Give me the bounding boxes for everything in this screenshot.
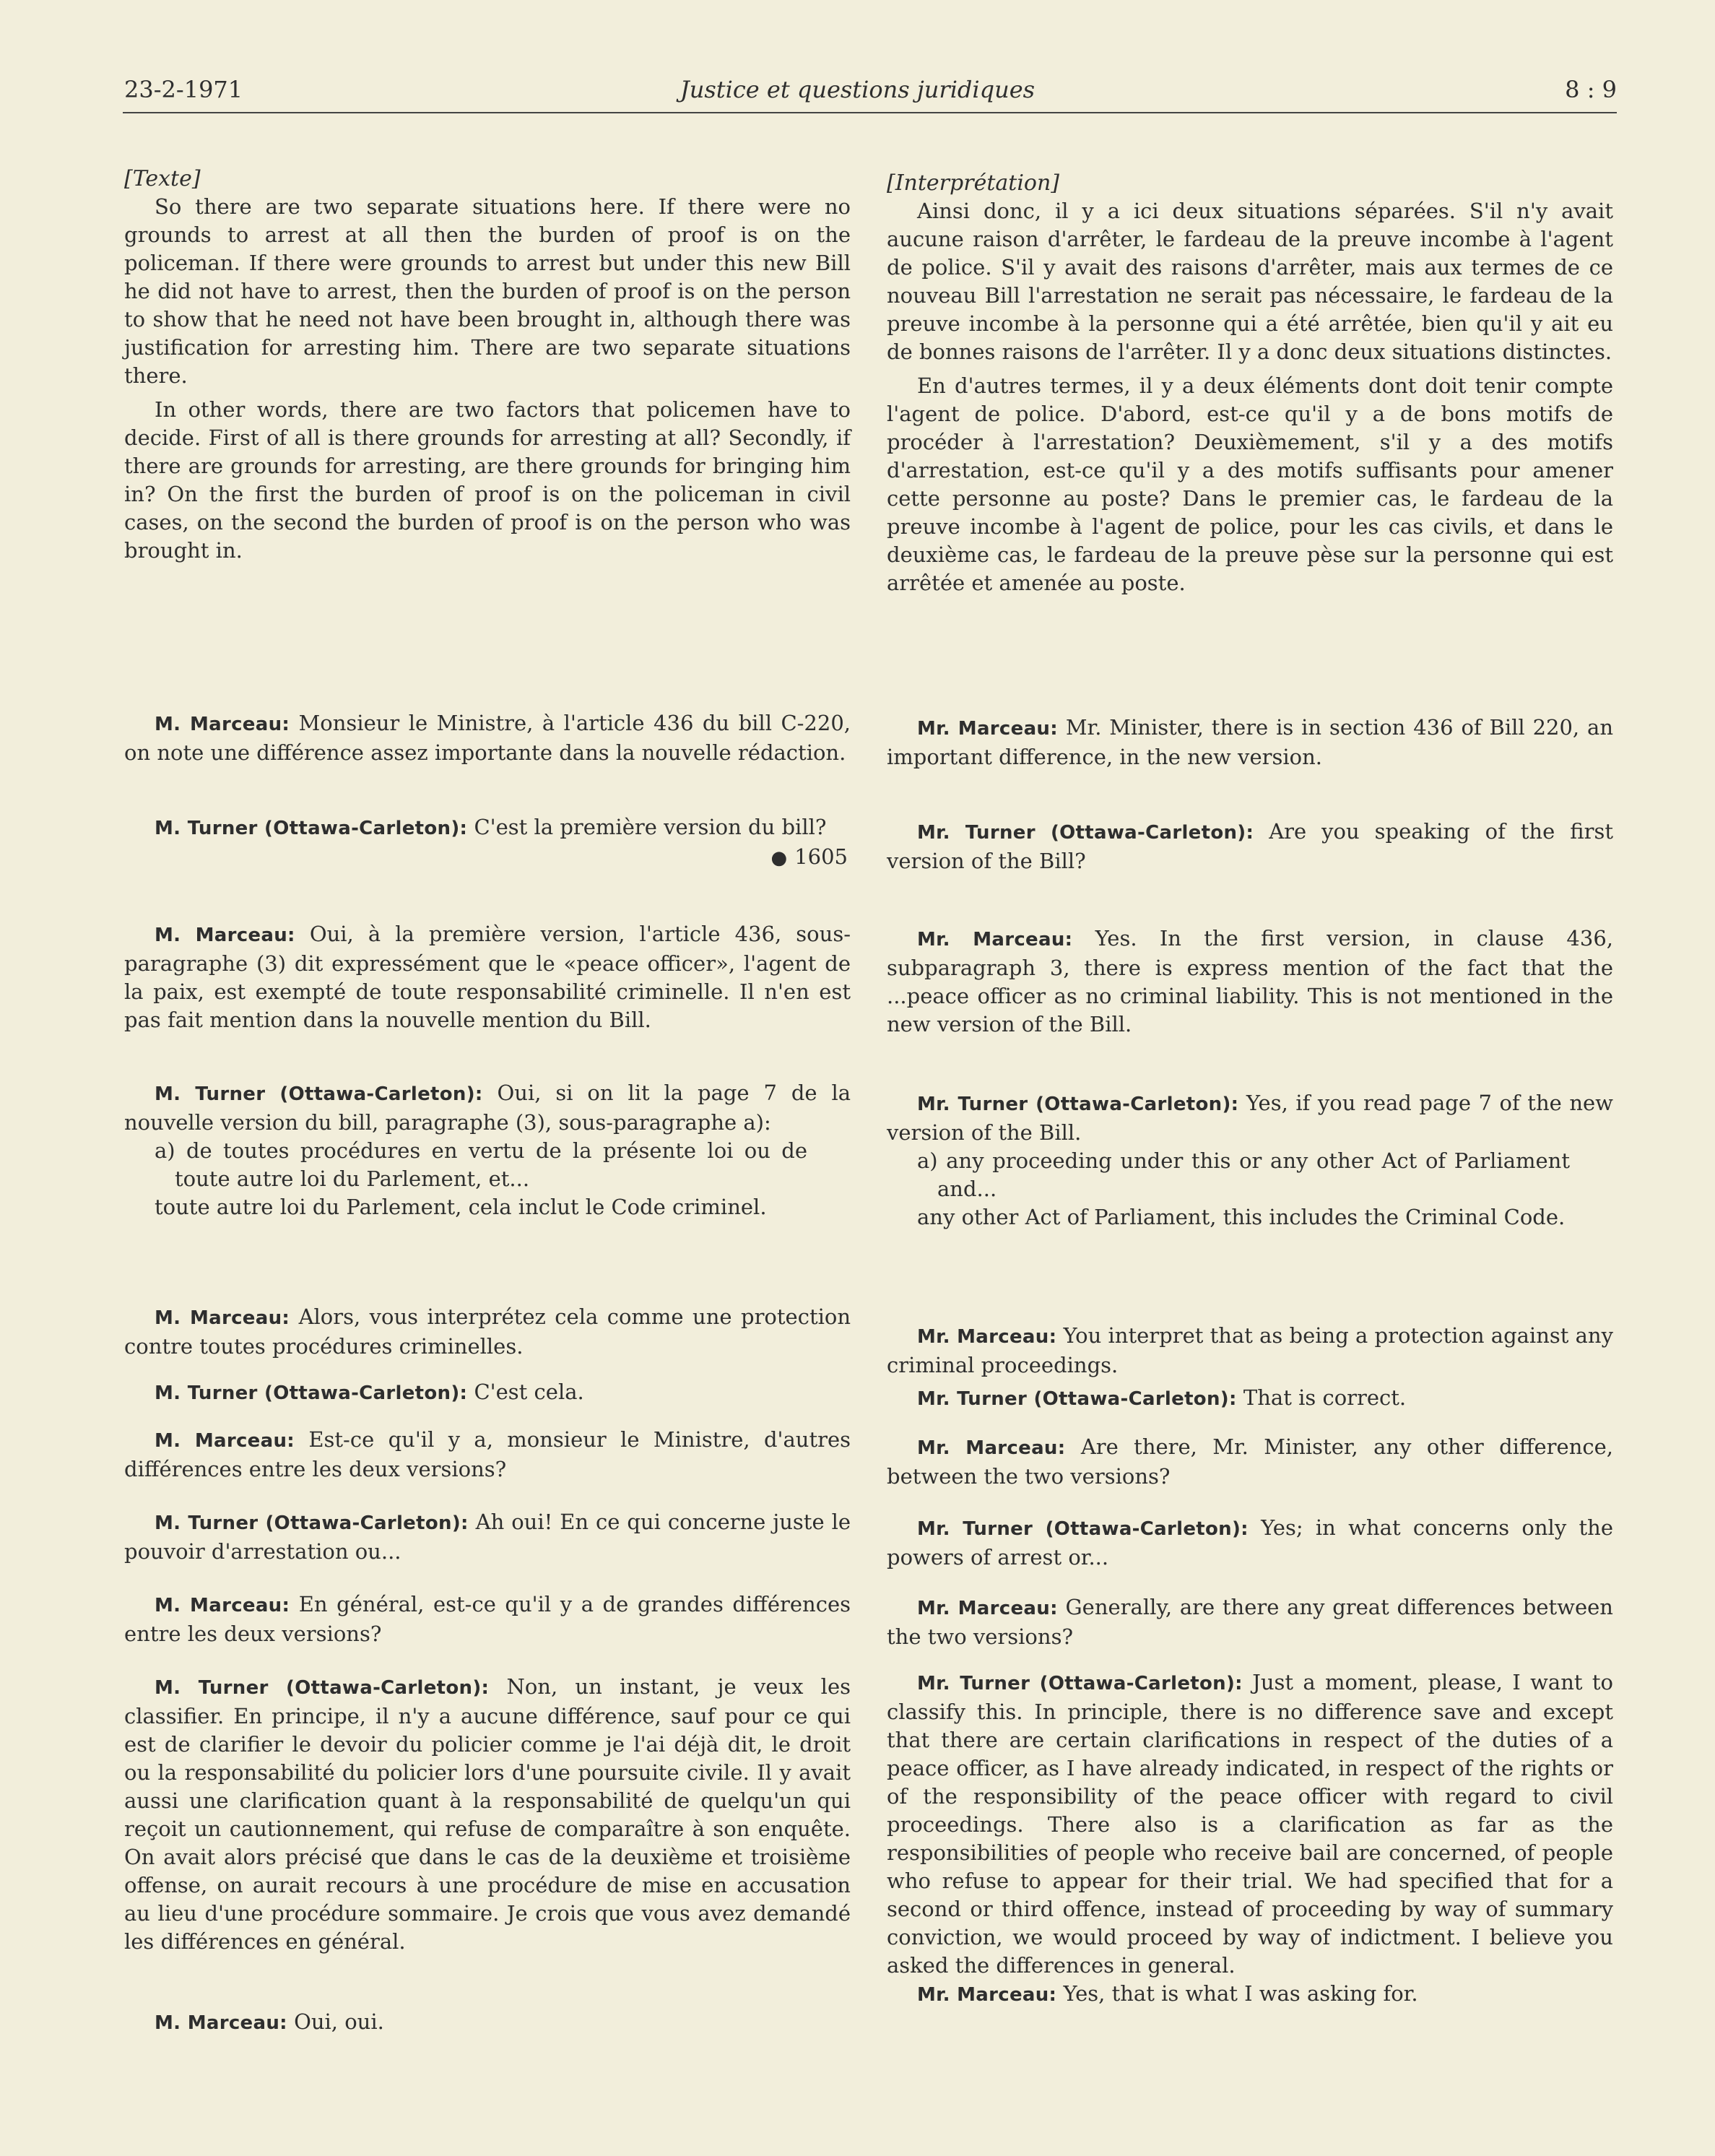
speaker: Mr. Marceau: [917,718,1058,740]
paragraph: In other words, there are two factors that policemen have to decide. First of all is there grounds for arresting at all? Secondly, if there are grounds for arresting, are there grounds for bringing him in? On the first the burden of proof is on the policeman in civil cases, on the second the burden of proof is on the person who was brought in. [124,397,851,563]
header-date: 23-2-1971 [124,76,243,103]
speech: Are you speaking of the first version of the Bill? [887,819,1613,873]
speech: Generally, are there any great differences between the two versions? [887,1595,1613,1649]
exchange [124,1673,851,1956]
exchange [124,1303,851,1361]
speech: Oui, oui. [294,2009,384,2034]
left-intro [124,165,851,565]
exchange [887,1433,1613,1491]
speech: Yes; in what concerns only the powers of arrest or... [887,1515,1614,1570]
speech: Est-ce qu'il y a, monsieur le Ministre, d'autres différences entre les deux versions? [124,1427,851,1481]
speaker: Mr. Turner (Ottawa-Carleton): [917,1094,1239,1115]
exchange [124,1079,851,1221]
speaker: Mr. Marceau: [917,1984,1057,2006]
exchange [887,1668,1613,2009]
bullet-icon: ● [770,847,788,869]
header-rule [123,112,1617,113]
speech: Monsieur le Ministre, à l'article 436 du bill C-220, on note une différence assez importante dans la nouvelle rédaction. [124,711,851,765]
exchange [124,709,851,767]
speech: C'est cela. [474,1380,584,1404]
exchange [887,1514,1613,1572]
speaker: Mr. Turner (Ottawa-Carleton): [917,1518,1249,1540]
speech: Non, un instant, je veux les classifier. En principe, il n'y a aucune différence, sauf pour ce qui est de clarifier le devoir du policier comme je l'ai déjà dit, le droit ou la responsabilité du policier lors d'une poursuite civile. Il y avait aussi une clarification quant à la responsabilité de quelqu'un qui reçoit un cautionnement, qui refuse de comparaître à son enquête. On avait alors précisé que dans le cas de la deuxième et troisième offense, on aurait recours à une procédure de mise en accusation au lieu d'une procédure sommaire. Je crois que vous avez demandé les différences en général. [124,1674,851,1954]
speaker: M. Turner (Ottawa-Carleton): [155,1083,483,1105]
exchange [887,1089,1613,1231]
exchange [124,2008,851,2038]
interpretation-tag: [Interprétation] [887,170,1060,196]
exchange [124,1378,851,1408]
paragraph: toute autre loi du Parlement, cela inclut le Code criminel. [155,1195,767,1219]
exchange [887,1322,1613,1380]
speech: That is correct. [1243,1385,1407,1410]
speaker: Mr. Marceau: [917,1437,1066,1459]
exchange [124,1508,851,1566]
exchange [887,818,1613,875]
exchange [124,1590,851,1648]
speaker: Mr. Turner (Ottawa-Carleton): [917,822,1254,844]
paragraph: any other Act of Parliament, this includes the Criminal Code. [917,1205,1566,1229]
speech: Just a moment, please, I want to classify this. In principle, there is no difference save and except that there are certain clarifications in respect of the duties of a peace officer, as I have already indicated, in respect of the rights or of the responsibility of the peace officer with regard to civil proceedings. There also is a clarification as far as the responsibilities of people who receive bail are concerned, of people who refuse to appear for their trial. We had specified that for a second or third offence, instead of proceeding by way of summary conviction, we would proceed by way of indictment. I believe you asked the differences in general. [887,1670,1613,1978]
exchange [887,1593,1613,1651]
speech: Oui, si on lit la page 7 de la nouvelle version du bill, paragraphe (3), sous-paragraphe a): [124,1081,851,1135]
exchange [124,813,851,873]
speaker: M. Marceau: [155,925,295,946]
speaker: M. Turner (Ottawa-Carleton): [155,818,468,839]
exchange [124,1426,851,1484]
speaker: M. Turner (Ottawa-Carleton): [155,1677,490,1699]
paragraph: So there are two separate situations here. If there were no grounds to arrest at all then the burden of proof is on the policeman. If there were grounds to arrest but under this new Bill he did not have to arrest, then the burden of proof is on the person to show that he need not have been brought in, although there was justification for arresting him. There are two separate situations there. [124,194,851,388]
speech: Yes. In the first version, in clause 436, subparagraph 3, there is express mention of the fact that the ...peace officer as no criminal liability. This is not mentioned in the new version of the Bill. [887,926,1613,1036]
speech: Yes, if you read page 7 of the new version of the Bill. [887,1091,1614,1145]
speaker: M. Turner (Ottawa-Carleton): [155,1512,469,1534]
time-marker: ● 1605 [770,844,848,869]
speech: Are there, Mr. Minister, any other difference, between the two versions? [887,1434,1613,1489]
exchange [887,925,1613,1039]
speaker: M. Marceau: [155,1430,295,1452]
speech: C'est la première version du bill? [474,815,827,839]
exchange [887,714,1613,771]
speech: Oui, à la première version, l'article 436, sous-paragraphe (3) dit expressément que le «peace officer», l'agent de la paix, est exempté de toute responsabilité criminelle. Il n'en est pas fait mention dans la nouvelle mention du Bill. [124,922,851,1032]
speaker: M. Marceau: [155,1595,290,1616]
quotation: a) any proceeding under this or any other Act of Parliament and... [917,1148,1570,1201]
speaker: Mr. Turner (Ottawa-Carleton): [917,1673,1243,1694]
speaker: M. Turner (Ottawa-Carleton): [155,1382,468,1404]
paragraph: En d'autres termes, il y a deux éléments dont doit tenir compte l'agent de police. D'abord, est-ce qu'il y a de bons motifs de procéder à l'arrestation? Deuxièmement, s'il y a des motifs d'arrestation, est-ce qu'il y a des motifs suffisants pour amener cette personne au poste? Dans le premier cas, le fardeau de la preuve incombe à l'agent de police, pour les cas civils, et dans le deuxième cas, le fardeau de la preuve pèse sur la personne qui est arrêtée et amenée au poste. [887,373,1613,595]
speaker: Mr. Marceau: [917,1326,1057,1348]
header-title: Justice et questions juridiques [680,76,1035,103]
speech: En général, est-ce qu'il y a de grandes différences entre les deux versions? [124,1592,851,1646]
quotation: a) de toutes procédures en vertu de la présente loi ou de toute autre loi du Parlement, et... [155,1138,807,1191]
paragraph: Ainsi donc, il y a ici deux situations séparées. S'il n'y avait aucune raison d'arrêter, le fardeau de la preuve incombe à l'agent de police. S'il y avait des raisons d'arrêter, mais aux termes de ce nouveau Bill l'arrestation ne serait pas nécessaire, le fardeau de la preuve incombe à la personne qui a été arrêtée, bien qu'il y ait eu de bonnes raisons de l'arrêter. Il y a donc deux situations distinctes. [887,199,1613,364]
speech: Ah oui! En ce qui concerne juste le pouvoir d'arrestation ou... [124,1510,851,1564]
header-page-number: 8 : 9 [1565,76,1617,103]
right-intro [887,169,1613,597]
speaker: M. Marceau: [155,1307,290,1329]
speaker: Mr. Marceau: [917,1598,1058,1619]
speech: Yes, that is what I was asking for. [1063,1981,1418,2006]
texte-tag: [Texte] [124,166,201,191]
exchange [124,920,851,1034]
speaker: M. Marceau: [155,2012,287,2034]
speaker: Mr. Turner (Ottawa-Carleton): [917,1388,1237,1410]
speech: You interpret that as being a protection against any criminal proceedings. [887,1323,1613,1377]
exchange [887,1384,1613,1413]
speaker: M. Marceau: [155,714,290,735]
speech: Alors, vous interprétez cela comme une protection contre toutes procédures criminelles. [124,1304,851,1359]
speech: Mr. Minister, there is in section 436 of Bill 220, an important difference, in the new version. [887,715,1614,769]
speaker: Mr. Marceau: [917,929,1073,951]
